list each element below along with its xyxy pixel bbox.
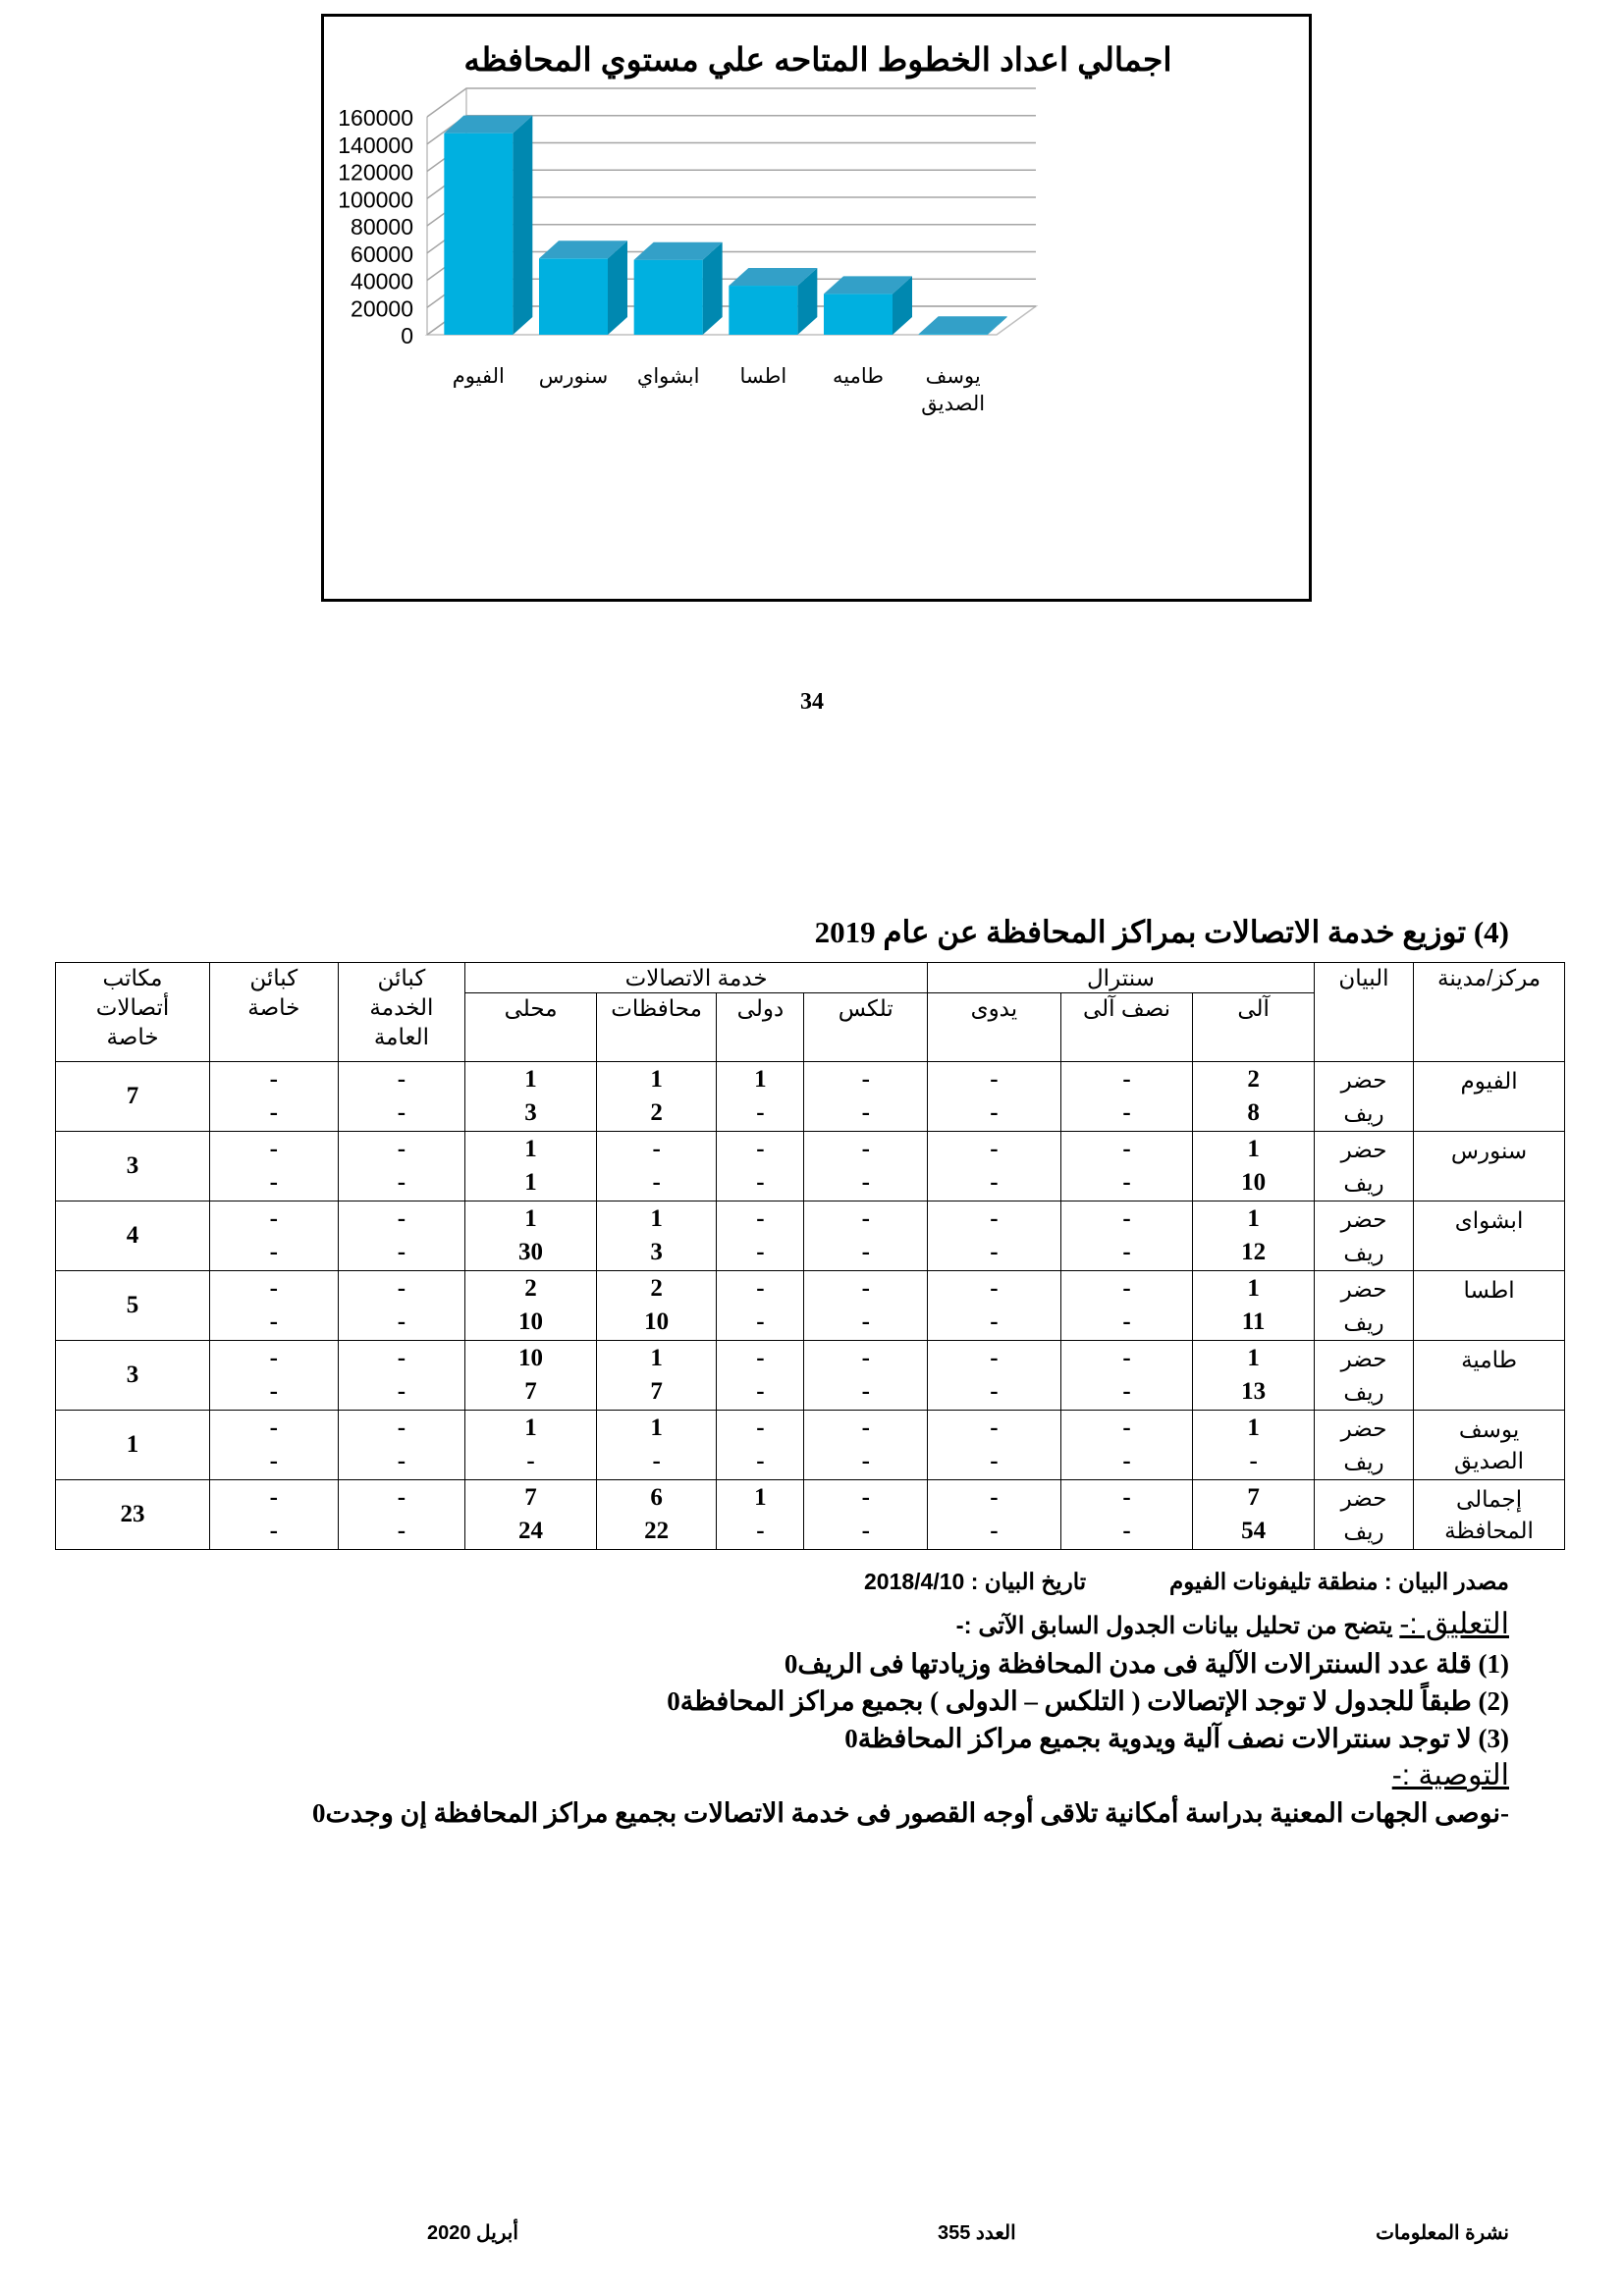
public-cell: - - <box>338 1132 465 1201</box>
center-name-cell: طامية <box>1414 1341 1565 1411</box>
y-axis-ticks <box>338 105 413 348</box>
telex-cell: - - <box>804 1132 928 1201</box>
header-central: سنترال <box>928 963 1315 993</box>
recommendation-heading: التوصية :- <box>1391 1759 1509 1791</box>
bar-front <box>634 260 703 335</box>
private-cell: - - <box>210 1132 339 1201</box>
public-cell: - - <box>338 1341 465 1411</box>
x-category-label: ابشواي <box>636 365 700 388</box>
telecom-table <box>55 962 1565 1550</box>
comment-item: (1) قلة عدد السنترالات الآلية فى مدن المحافظة وزيادتها فى الريف0 <box>784 1649 1509 1679</box>
local-cell: 2 10 <box>465 1271 597 1341</box>
bar <box>539 240 627 335</box>
bayan-cell: حضر ريف <box>1314 1341 1413 1411</box>
local-cell: 1 1 <box>465 1132 597 1201</box>
manual-cell: - - <box>928 1132 1061 1201</box>
center-name-cell: إجمالى المحافظة <box>1414 1480 1565 1550</box>
local-cell: 1 3 <box>465 1062 597 1132</box>
public-cell: - - <box>338 1411 465 1480</box>
bar-side <box>513 116 532 335</box>
y-tick-label: 160000 <box>338 105 413 131</box>
bayan-cell: حضر ريف <box>1314 1132 1413 1201</box>
manual-cell: - - <box>928 1341 1061 1411</box>
x-axis-labels <box>453 365 985 416</box>
local-cell: 10 7 <box>465 1341 597 1411</box>
offices-cell: 5 <box>56 1271 210 1341</box>
bar <box>444 116 532 335</box>
semi-cell: - - <box>1060 1480 1193 1550</box>
footer-issue: العدد 355 <box>938 2222 1016 2244</box>
intl-cell: 1 - <box>717 1480 804 1550</box>
offices-cell: 3 <box>56 1132 210 1201</box>
y-tick-label: 120000 <box>338 159 413 186</box>
header-semi: نصف آلى <box>1060 993 1193 1062</box>
offices-cell: 3 <box>56 1341 210 1411</box>
center-name-cell: اطسا <box>1414 1271 1565 1341</box>
public-cell: - - <box>338 1480 465 1550</box>
auto-cell: 1 11 <box>1193 1271 1315 1341</box>
gridline <box>427 88 1036 117</box>
gov-cell: 1 3 <box>596 1201 717 1271</box>
notes-block <box>312 1606 1509 1832</box>
private-cell: - - <box>210 1341 339 1411</box>
y-tick-label: 40000 <box>351 268 413 294</box>
x-category-label: يوسف الصديق <box>921 365 986 415</box>
bar-front <box>539 258 608 335</box>
telex-cell: - - <box>804 1062 928 1132</box>
local-cell: 1 30 <box>465 1201 597 1271</box>
bayan-cell: حضر ريف <box>1314 1480 1413 1550</box>
gov-cell: 1 7 <box>596 1341 717 1411</box>
telex-cell: - - <box>804 1411 928 1480</box>
telex-cell: - - <box>804 1341 928 1411</box>
chart-frame <box>321 14 1312 602</box>
table-row <box>56 1062 1565 1132</box>
table-row <box>56 1201 1565 1271</box>
center-name-cell: يوسف الصديق <box>1414 1411 1565 1480</box>
table-row <box>56 1341 1565 1411</box>
recommendation-text: -نوصى الجهات المعنية بدراسة أمكانية تلاقى أوجه القصور فى خدمة الاتصالات بجميع مراكز المحافظة إن وجدت0 <box>311 1798 1509 1828</box>
comment-item: (3) لا توجد سنترالات نصف آلية ويدوية بجميع مراكز المحافظة0 <box>844 1724 1509 1753</box>
y-tick-label: 20000 <box>351 295 413 322</box>
table-row <box>56 1411 1565 1480</box>
gov-cell: 2 10 <box>596 1271 717 1341</box>
bayan-cell: حضر ريف <box>1314 1201 1413 1271</box>
bar-front <box>444 133 513 335</box>
intl-cell: - - <box>717 1271 804 1341</box>
gov-cell: 1 2 <box>596 1062 717 1132</box>
semi-cell: - - <box>1060 1341 1193 1411</box>
chart-title: اجمالي اعداد الخطوط المتاحه علي مستوي المحافظه <box>463 41 1172 78</box>
x-category-label: اطسا <box>739 365 787 388</box>
bar <box>729 268 817 335</box>
bayan-cell: حضر ريف <box>1314 1411 1413 1480</box>
y-tick-label: 0 <box>401 323 413 348</box>
data-date: تاريخ البيان : 2018/4/10 <box>864 1569 1087 1594</box>
local-cell: 7 24 <box>465 1480 597 1550</box>
semi-cell: - - <box>1060 1062 1193 1132</box>
center-name-cell: ابشواى <box>1414 1201 1565 1271</box>
center-name-cell: الفيوم <box>1414 1062 1565 1132</box>
auto-cell: 7 54 <box>1193 1480 1315 1550</box>
gov-cell: 1 - <box>596 1411 717 1480</box>
gov-cell: - - <box>596 1132 717 1201</box>
bar-top <box>919 316 1007 334</box>
y-tick-label: 100000 <box>338 187 413 213</box>
header-manual: يدوى <box>928 993 1061 1062</box>
comment-item: (2) طبقاً للجدول لا توجد الإتصالات ( التلكس – الدولى ) بجميع مراكز المحافظة0 <box>667 1686 1509 1716</box>
local-cell: 1 - <box>465 1411 597 1480</box>
bar-front <box>729 286 797 335</box>
intl-cell: - - <box>717 1341 804 1411</box>
auto-cell: 1 - <box>1193 1411 1315 1480</box>
header-auto: آلى <box>1193 993 1315 1062</box>
manual-cell: - - <box>928 1271 1061 1341</box>
manual-cell: - - <box>928 1480 1061 1550</box>
semi-cell: - - <box>1060 1411 1193 1480</box>
bar <box>919 316 1007 335</box>
header-private-booths: كبائن خاصة <box>210 963 339 1062</box>
center-name-cell: سنورس <box>1414 1132 1565 1201</box>
section-title: (4) توزيع خدمة الاتصالات بمراكز المحافظة عن عام 2019 <box>814 915 1509 949</box>
telex-cell: - - <box>804 1271 928 1341</box>
header-comm: خدمة الاتصالات <box>465 963 928 993</box>
auto-cell: 1 10 <box>1193 1132 1315 1201</box>
header-private-offices: مكاتب أتصالات خاصة <box>56 963 210 1062</box>
public-cell: - - <box>338 1271 465 1341</box>
header-public-booths: كبائن الخدمة العامة <box>338 963 465 1062</box>
y-tick-label: 60000 <box>351 240 413 267</box>
gov-cell: 6 22 <box>596 1480 717 1550</box>
bar-chart <box>324 17 1309 599</box>
private-cell: - - <box>210 1411 339 1480</box>
manual-cell: - - <box>928 1062 1061 1132</box>
footer-date: أبريل 2020 <box>427 2222 518 2244</box>
semi-cell: - - <box>1060 1132 1193 1201</box>
footer-publication: نشرة المعلومات <box>1376 2222 1509 2244</box>
intl-cell: - - <box>717 1132 804 1201</box>
private-cell: - - <box>210 1271 339 1341</box>
auto-cell: 2 8 <box>1193 1062 1315 1132</box>
table-body <box>56 1062 1565 1550</box>
bar <box>824 276 912 335</box>
offices-cell: 7 <box>56 1062 210 1132</box>
page-number: 34 <box>800 689 824 715</box>
table-row <box>56 1271 1565 1341</box>
x-category-label: طاميه <box>833 365 884 388</box>
header-intl: دولى <box>717 993 804 1062</box>
offices-cell: 1 <box>56 1411 210 1480</box>
offices-cell: 4 <box>56 1201 210 1271</box>
header-center: مركز/مدينة <box>1414 963 1565 1062</box>
private-cell: - - <box>210 1480 339 1550</box>
x-category-label: الفيوم <box>452 365 505 388</box>
header-telex: تلكس <box>804 993 928 1062</box>
manual-cell: - - <box>928 1411 1061 1480</box>
bar-front <box>919 334 988 335</box>
auto-cell: 1 12 <box>1193 1201 1315 1271</box>
semi-cell: - - <box>1060 1271 1193 1341</box>
header-bayan: البيان <box>1314 963 1413 1062</box>
bayan-cell: حضر ريف <box>1314 1062 1413 1132</box>
intl-cell: - - <box>717 1411 804 1480</box>
table-row <box>56 1480 1565 1550</box>
intl-cell: 1 - <box>717 1062 804 1132</box>
bayan-cell: حضر ريف <box>1314 1271 1413 1341</box>
public-cell: - - <box>338 1062 465 1132</box>
public-cell: - - <box>338 1201 465 1271</box>
table-row <box>56 1132 1565 1201</box>
private-cell: - - <box>210 1062 339 1132</box>
manual-cell: - - <box>928 1201 1061 1271</box>
header-local: محلى <box>465 993 597 1062</box>
telex-cell: - - <box>804 1480 928 1550</box>
bar-front <box>824 294 893 335</box>
offices-cell: 23 <box>56 1480 210 1550</box>
x-category-label: سنورس <box>538 365 609 388</box>
intl-cell: - - <box>717 1201 804 1271</box>
bar <box>634 242 723 335</box>
comment-heading: التعليق :- يتضح من تحليل بيانات الجدول السابق الآتى :- <box>955 1608 1509 1640</box>
telex-cell: - - <box>804 1201 928 1271</box>
data-source: مصدر البيان : منطقة تليفونات الفيوم <box>1169 1569 1509 1594</box>
y-tick-label: 80000 <box>351 214 413 240</box>
private-cell: - - <box>210 1201 339 1271</box>
semi-cell: - - <box>1060 1201 1193 1271</box>
auto-cell: 1 13 <box>1193 1341 1315 1411</box>
y-tick-label: 140000 <box>338 132 413 158</box>
header-gov: محافظات <box>596 993 717 1062</box>
